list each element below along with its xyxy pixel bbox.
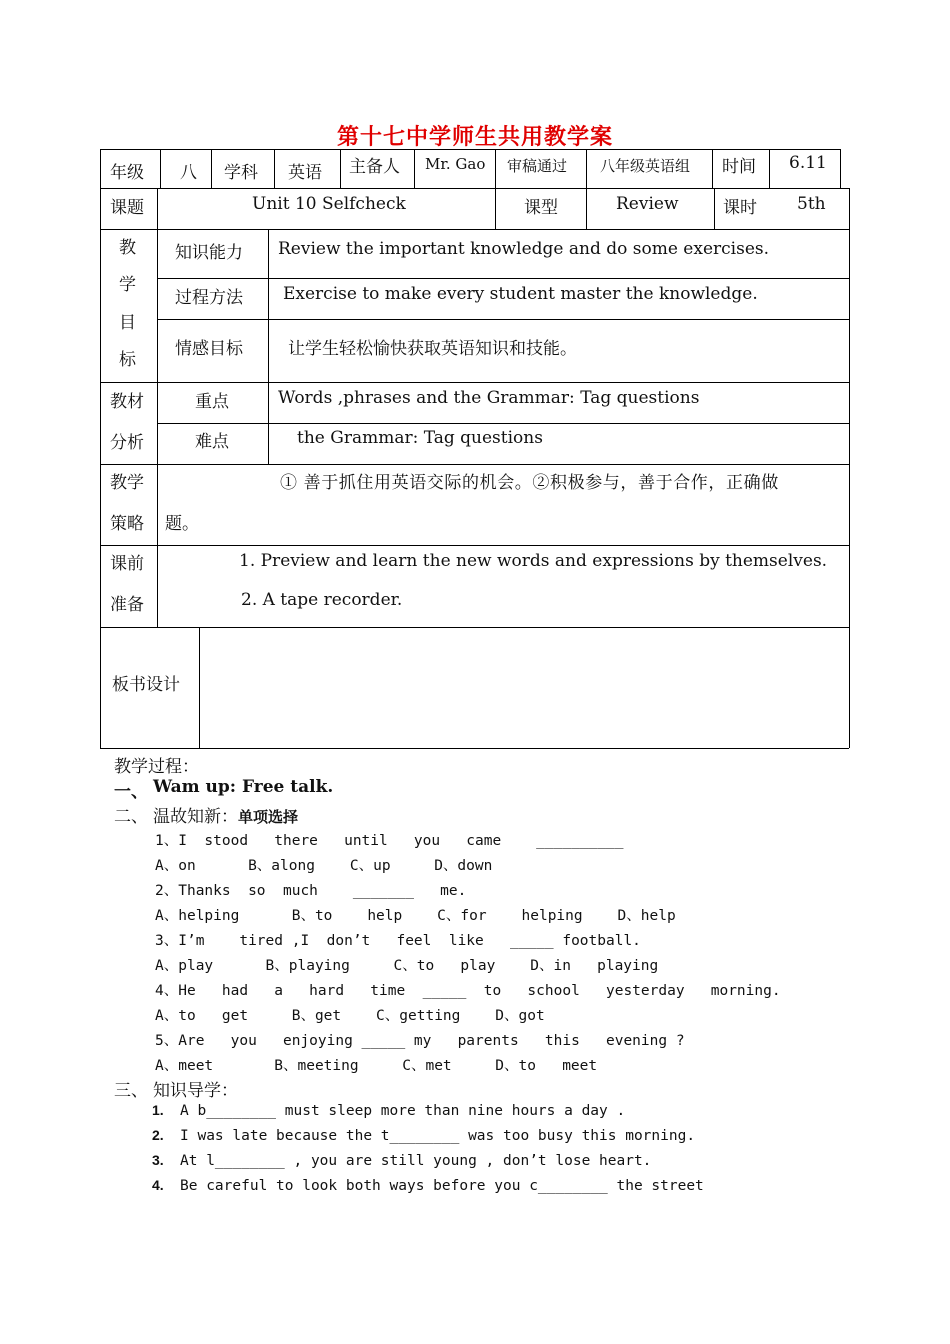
page-title: 第十七中学师生共用教学案: [336, 124, 613, 150]
question-5-options: A、meet B、meeting C、met D、to meet: [155, 1058, 598, 1074]
guide-item-number: 3.: [152, 1152, 164, 1168]
section-2-title-text: 温故知新：: [153, 807, 238, 827]
board-design-label: 板书设计: [112, 675, 180, 695]
question-3-options: A、play B、playing C、to play D、in playing: [155, 958, 659, 974]
preparation-label-line2: 准备: [110, 595, 144, 615]
topic-value: Unit 10 Selfcheck: [252, 194, 406, 214]
section-1-number: 一、: [114, 782, 148, 802]
question-2: 2、Thanks so much _______ me.: [155, 883, 467, 899]
guide-item-number: 1.: [152, 1102, 164, 1118]
analysis-label-line1: 教材: [110, 392, 144, 412]
difficult-point-value: the Grammar: Tag questions: [297, 428, 543, 448]
subject-value: 英语: [288, 163, 322, 183]
question-5: 5、Are you enjoying _____ my parents this evening ?: [155, 1033, 685, 1049]
emotion-label: 情感目标: [175, 339, 243, 359]
guide-item-text: At l________ , you are still young , don’t lose heart.: [180, 1153, 652, 1169]
guide-item-text: Be careful to look both ways before you c________ the street: [180, 1178, 704, 1194]
section-3-title: 知识导学：: [153, 1081, 238, 1101]
knowledge-label: 知识能力: [175, 243, 243, 263]
objectives-label-char: 标: [119, 350, 136, 370]
preparation-item-1: 1. Preview and learn the new words and expressions by themselves.: [239, 551, 828, 571]
strategy-line1: ① 善于抓住用英语交际的机会。②积极参与，善于合作，正确做: [280, 473, 779, 493]
question-1: 1、I stood there until you came __________: [155, 833, 624, 849]
section-2-title: [153, 802, 298, 827]
strategy-label-line2: 策略: [110, 514, 144, 534]
review-label: 审稿通过: [507, 157, 568, 175]
section-1-title: Wam up: Free talk.: [153, 777, 334, 797]
preparation-label-line1: 课前: [110, 554, 144, 574]
key-point-value: Words ,phrases and the Grammar: Tag questions: [278, 388, 700, 408]
process-heading: 教学过程：: [114, 757, 199, 777]
preparer-value: Mr. Gao: [425, 155, 486, 173]
section-2-number: 二、: [114, 807, 148, 827]
preparation-item-2: 2. A tape recorder.: [241, 590, 403, 610]
type-label: 课型: [524, 198, 558, 218]
period-label: 课时: [723, 198, 757, 218]
guide-item-text: A b________ must sleep more than nine hours a day .: [180, 1103, 626, 1119]
question-2-options: A、helping B、to help C、for helping D、help: [155, 908, 676, 924]
question-4: 4、He had a hard time _____ to school yesterday morning.: [155, 983, 781, 999]
review-value: 八年级英语组: [600, 157, 691, 175]
emotion-value: 让学生轻松愉快获取英语知识和技能。: [288, 339, 577, 359]
key-point-label: 重点: [195, 392, 229, 412]
objectives-label-char: 目: [119, 313, 136, 333]
topic-label: 课题: [110, 198, 144, 218]
objectives-label-char: 学: [119, 275, 136, 295]
process-label: 过程方法: [175, 288, 243, 308]
time-value: 6.11: [789, 153, 827, 173]
question-3: 3、I’m tired ,I don’t feel like _____ football.: [155, 933, 641, 949]
subject-label: 学科: [224, 163, 258, 183]
objectives-label-char: 教: [119, 238, 136, 258]
question-4-options: A、to get B、get C、getting D、got: [155, 1008, 545, 1024]
analysis-label-line2: 分析: [110, 433, 144, 453]
preparer-label: 主备人: [349, 157, 400, 177]
difficult-point-label: 难点: [195, 432, 229, 452]
time-label: 时间: [722, 157, 756, 177]
guide-item-number: 2.: [152, 1127, 164, 1143]
strategy-line2: 题。: [165, 514, 199, 534]
type-value: Review: [616, 194, 679, 214]
knowledge-value: Review the important knowledge and do some exercises.: [278, 239, 770, 259]
process-value: Exercise to make every student master the knowledge.: [283, 284, 758, 304]
period-value: 5th: [797, 194, 826, 214]
question-1-options: A、on B、along C、up D、down: [155, 858, 493, 874]
guide-item-text: I was late because the t________ was too busy this morning.: [180, 1128, 696, 1144]
section-2-title-bold: 单项选择: [238, 808, 299, 826]
guide-item-number: 4.: [152, 1177, 164, 1193]
grade-value: 八: [180, 163, 197, 183]
grade-label: 年级: [110, 163, 144, 183]
section-3-number: 三、: [114, 1081, 148, 1101]
strategy-label-line1: 教学: [110, 473, 144, 493]
